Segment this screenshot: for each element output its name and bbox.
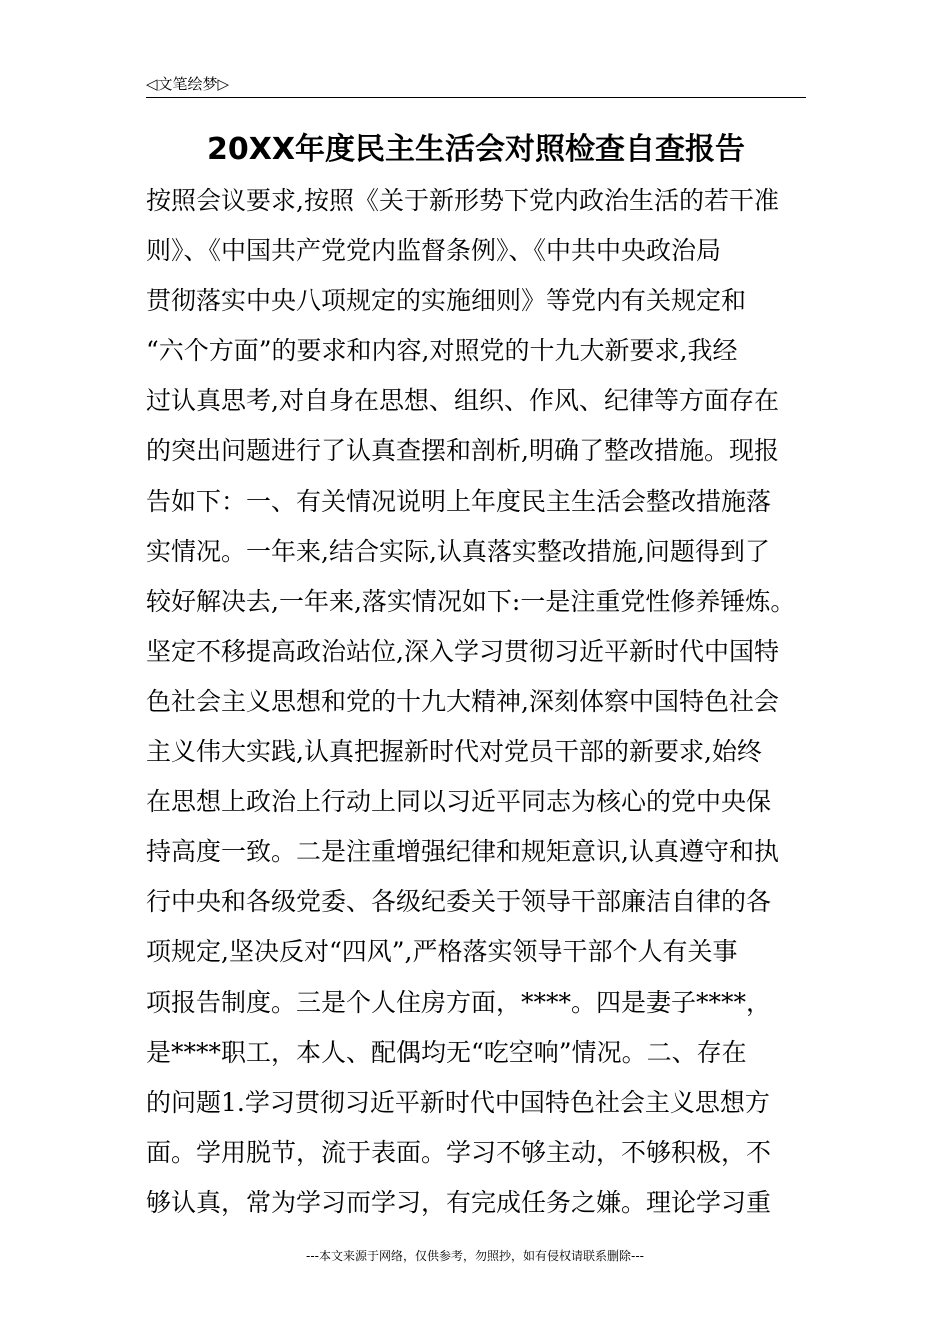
body-line: 按照会议要求,按照《关于新形势下党内政治生活的若干准: [146, 186, 779, 215]
document-title: 20XX年度民主生活会对照检查自查报告: [206, 132, 745, 167]
body-line: 的突出问题进行了认真查摆和剖析,明确了整改措施。现报: [146, 436, 779, 466]
body-line: 是****职工，本人、配偶均无“吃空响”情况。二、存在: [146, 1037, 747, 1067]
body-line: 告如下：一、有关情况说明上年度民主生活会整改措施落: [146, 486, 772, 516]
document-body: [146, 181, 826, 1233]
body-line: “六个方面”的要求和内容,对照党的十九大新要求,我经: [146, 336, 738, 366]
body-line: 行中央和各级党委、各级纪委关于领导干部廉洁自律的各: [146, 887, 772, 917]
body-line: 在思想上政治上行动上同以习近平同志为核心的党中央保: [146, 787, 772, 817]
header-label: ◁文笔绘梦▷: [146, 75, 230, 93]
body-line: 项报告制度。三是个人住房方面，****。四是妻子****，: [146, 987, 772, 1017]
body-line: 过认真思考,对自身在思想、组织、作风、纪律等方面存在: [146, 386, 779, 416]
body-line: 持高度一致。二是注重增强纪律和规矩意识,认真遵守和执: [146, 837, 779, 867]
body-line: 实情况。一年来,结合实际,认真落实整改措施,问题得到了: [146, 536, 770, 566]
body-line: 较好解决去,一年来,落实情况如下:一是注重党性修养锤炼。: [146, 586, 796, 616]
body-line: 的问题1.学习贯彻习近平新时代中国特色社会主义思想方: [146, 1087, 770, 1117]
body-line: 够认真，常为学习而学习，有完成任务之嫌。理论学习重: [146, 1187, 772, 1217]
body-line: 项规定,坚决反对“四风”,严格落实领导干部个人有关事: [146, 937, 738, 967]
body-line: 色社会主义思想和党的十九大精神,深刻体察中国特色社会: [146, 686, 779, 716]
body-line: 主义伟大实践,认真把握新时代对党员干部的新要求,始终: [146, 737, 762, 767]
footer-disclaimer: ---本文来源于网络，仅供参考，勿照抄，如有侵权请联系删除---: [306, 1249, 644, 1263]
header-rule: [146, 97, 806, 98]
body-line: 则》、《中国共产党党内监督条例》、《中共中央政治局: [146, 236, 722, 266]
body-line: 坚定不移提高政治站位,深入学习贯彻习近平新时代中国特: [146, 636, 779, 666]
body-line: 面。学用脱节，流于表面。学习不够主动，不够积极，不: [146, 1137, 772, 1167]
body-line: 贯彻落实中央八项规定的实施细则》等党内有关规定和: [146, 286, 747, 316]
